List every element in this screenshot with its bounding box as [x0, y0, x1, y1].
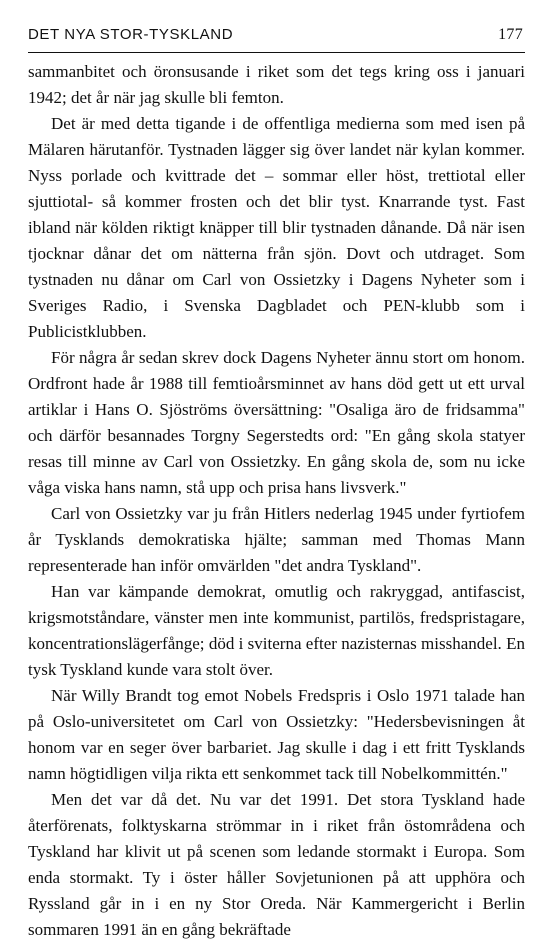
page-number: 177 — [498, 26, 523, 43]
running-header — [28, 26, 525, 53]
paragraph: Men det var då det. Nu var det 1991. Det stora Tyskland hade återförenats, folktyskarna strömmar in i riket från östområdena och Tyskland har klivit ut på scenen som ledande stormakt i Europa. Som enda stormakt. Ty i öster håller Sovjetunionen på att upphöra och Ryssland går in i en ny Stor Oreda. När Kammergericht i Berlin sommaren 1991 än en gång bekräftade — [28, 790, 525, 939]
paragraph: När Willy Brandt tog emot Nobels Fredspris i Oslo 1971 talade han på Oslo-universitetet om Carl von Ossietzky: "Hedersbevisningen åt honom var en seger över barbariet. Jag skulle i dag i ett fritt Tysklands namn högtidligen vilja rikta ett senkommet tack till Nobelkommittén." — [28, 686, 525, 783]
paragraph: För några år sedan skrev dock Dagens Nyheter ännu stort om honom. Ordfront hade år 1988 till femtioårsminnet av hans död gett ut ett urval artiklar i Hans O. Sjöströms översättning: "Osaliga äro de fridsamma" och därför besannades Torgny Segerstedts ord: "En gång skola statyer resas till minne av Carl von Ossietzky. En gång skola de, som nu icke våga viska hans namn, stå upp och prisa hans livsverk." — [28, 348, 525, 497]
body-text — [28, 59, 525, 943]
paragraph: Han var kämpande demokrat, omutlig och rakryggad, antifascist, krigsmotståndare, vänster men inte kommunist, partilös, fredspristagare, koncentrationslägerfånge; död i sviterna efter nazisternas misshandel. En tysk Tyskland kunde vara stolt över. — [28, 582, 525, 679]
running-title: DET NYA STOR-TYSKLAND — [28, 26, 234, 43]
paragraph: Carl von Ossietzky var ju från Hitlers nederlag 1945 under fyrtiofem år Tysklands demokratiska hjälte; samman med Thomas Mann representerade han inför omvärlden "det andra Tyskland". — [28, 504, 525, 575]
paragraph: Det är med detta tigande i de offentliga medierna som med isen på Mälaren härutanför. Tystnaden lägger sig över landet när kylan kommer. Nyss porlade och kvittrade det – sommar eller höst, trettiotal eller sjuttiotal- så kommer frosten och det blir tyst. Knarrande tyst. Fast ibland när kölden riktigt knäpper till blir tystnaden dånande. Då när isen tjocknar dånar det om nätterna från sjön. Dovt och utdraget. Som tystnaden nu dånar om Carl von Ossietzky i Dagens Nyheter som i Sveriges Radio, i Svenska Dagbladet och PEN-klubb som i Publicistklubben. — [28, 114, 525, 341]
book-page — [28, 26, 525, 943]
paragraph-continued: sammanbitet och öronsusande i riket som det tegs kring oss i januari 1942; det år när jag skulle bli femton. — [28, 62, 525, 107]
